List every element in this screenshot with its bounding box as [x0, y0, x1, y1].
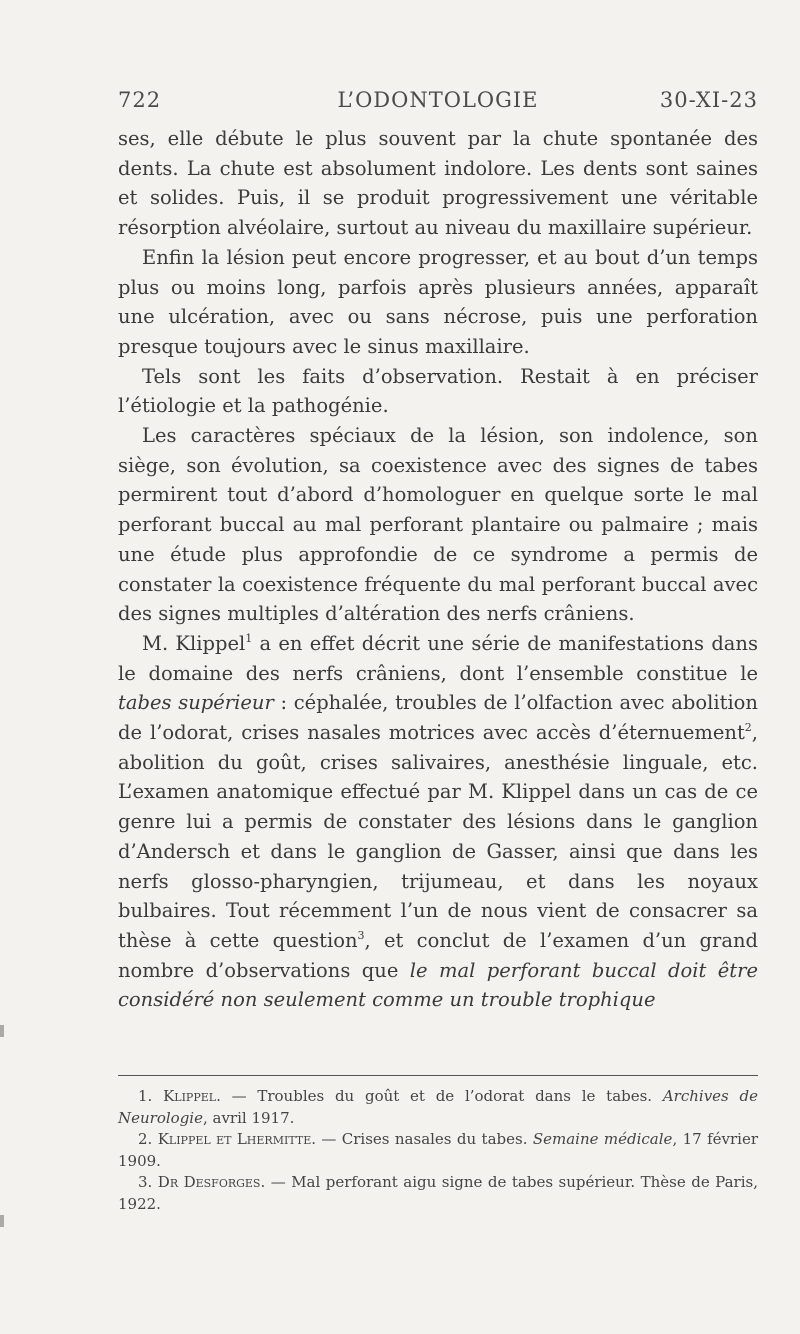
italic-term: tabes supérieur — [118, 691, 274, 715]
paragraph: Tels sont les faits d’observation. Restait à en préciser l’étiologie et la pathogénie. — [118, 364, 758, 418]
footnote-number: 2. — [138, 1130, 153, 1148]
paragraph: Les caractères spéciaux de la lésion, son indolence, son siège, son évolution, sa coexistence avec des signes de tabes permirent tout d’abord d’homologuer en quelque sorte le mal perforant buccal au mal perforant plantaire ou palmaire ; mais une étude plus approfondie de ce syndrome a permis de constater la coexistence fréquente du mal perforant buccal avec des signes multiples d’altération des nerfs crâniens. — [118, 424, 758, 626]
page-number: 722 — [118, 88, 162, 112]
text-span: a en effet décrit une série de manifestations dans le domaine des nerfs crâniens, dont l’ensemble constitue le — [118, 631, 758, 685]
running-header — [118, 88, 758, 124]
footnote-author: Klippel. — [163, 1087, 221, 1105]
text-span: : céphalée, troubles de l’olfaction avec abolition de l’odorat, crises nasales motrices avec accès d’éternuement — [118, 691, 758, 745]
footnote-text: — Crises nasales du tabes. — [316, 1130, 533, 1148]
text-span: , et conclut de l’examen d’un grand nombre d’observations que — [118, 928, 758, 982]
footnote — [118, 1129, 758, 1172]
running-title: L’ODONTOLOGIE — [337, 88, 539, 112]
footnote-author: Dr Desforges. — [157, 1173, 266, 1191]
footnote-journal: Semaine médicale — [532, 1130, 673, 1148]
footnote-divider — [118, 1075, 758, 1076]
italic-conclusion: le mal perforant buccal doit être considéré non seulement comme un trouble trophique — [118, 958, 758, 1012]
footnote — [118, 1172, 758, 1215]
issue-date: 30-XI-23 — [659, 88, 758, 112]
footnote — [118, 1086, 758, 1129]
footnote-text: , avril 1917. — [202, 1108, 295, 1127]
footnote-ref[interactable]: 2 — [744, 721, 752, 735]
footnotes — [118, 1086, 758, 1215]
paragraph: ses, elle débute le plus souvent par la chute spontanée des dents. La chute est absolument indolore. Les dents sont saines et solides. Puis, il se produit progressivement une véritable résorption alvéolaire, surtout au niveau du maxillaire supérieur. — [118, 127, 758, 240]
paragraph: Enfin la lésion peut encore progresser, et au bout d’un temps plus ou moins long, parfois après plusieurs années, apparaît une ulcération, avec ou sans nécrose, puis une perforation presque toujours avec le sinus maxillaire. — [118, 245, 758, 358]
footnote-number: 1. — [138, 1087, 153, 1105]
footnote-text: — Mal perforant aigu signe de tabes supérieur. Thèse de Paris, 1922. — [118, 1173, 758, 1213]
margin-mark — [0, 1215, 4, 1227]
margin-mark — [0, 1025, 4, 1037]
main-text — [118, 124, 758, 1015]
text-span: M. Klippel — [142, 631, 246, 655]
footnote-journal: Archives de Neurologie — [118, 1087, 758, 1127]
footnote-text: , 17 février 1909. — [118, 1130, 758, 1170]
footnote-text: — Troubles du goût et de l’odorat dans le tabes. — [220, 1087, 663, 1105]
text-span: , abolition du goût, crises salivaires, anesthésie linguale, etc. L’examen anatomique effectué par M. Klippel dans un cas de ce genre lui a permis de constater des lésions dans le ganglion d’Andersch et dans le ganglion de Gasser, ainsi que dans les nerfs glosso-pharyngien, trijumeau, et dans les noyaux bulbaires. Tout récemment l’un de nous vient de consacrer sa thèse à cette question — [118, 721, 758, 952]
footnote-number: 3. — [138, 1173, 153, 1191]
footnote-ref[interactable]: 3 — [357, 928, 365, 942]
footnote-ref[interactable]: 1 — [245, 631, 253, 645]
footnote-author: Klippel et Lhermitte. — [157, 1130, 316, 1148]
paragraph — [118, 629, 758, 1015]
